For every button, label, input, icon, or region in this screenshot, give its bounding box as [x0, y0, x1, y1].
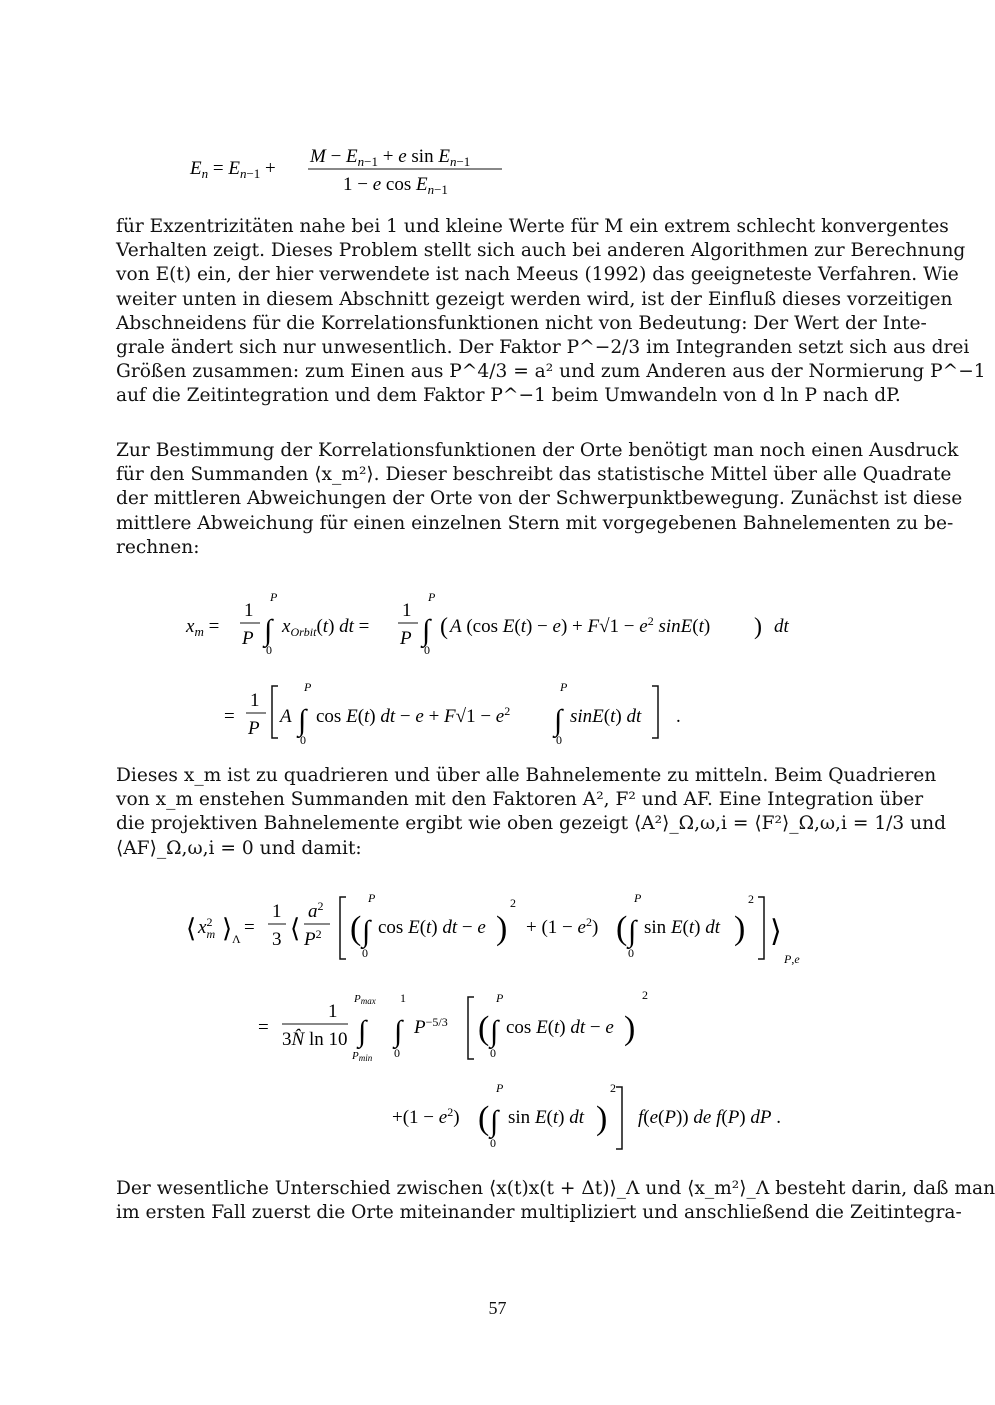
- paragraph-4-line: Der wesentliche Unterschied zwischen ⟨x(t)x(t + Δt)⟩_Λ und ⟨x_m²⟩_Λ besteht darin, daß man: [116, 1178, 995, 1199]
- equation-newton-iteration: [190, 140, 510, 200]
- svg-text:0: 0: [300, 733, 306, 747]
- svg-text:P: P: [428, 590, 436, 604]
- paragraph-2: [116, 439, 963, 560]
- svg-text:P: P: [560, 680, 568, 694]
- svg-text:∫: ∫: [554, 704, 563, 737]
- svg-text:xm =: $x_m$ =: [186, 616, 220, 639]
- paragraph-1-line: für Exzentrizitäten nahe bei 1 und kleine Werte für M ein extrem schlecht konvergentes: [116, 216, 949, 237]
- svg-text:0: 0: [490, 1046, 496, 1060]
- svg-text:2: 2: [748, 892, 754, 906]
- svg-text:dt: dt: [774, 616, 789, 637]
- paragraph-1-line: auf die Zeitintegration und dem Faktor P^−1 beim Umwandeln von d ln P nach dP.: [116, 385, 901, 407]
- svg-text:+ (1 − e2): + $(1 - e^2)$: [526, 915, 599, 938]
- svg-text:∫: ∫: [422, 614, 431, 647]
- equation-x-m-definition: [186, 588, 806, 748]
- svg-text:0: 0: [490, 1136, 496, 1150]
- svg-text:A (cos E(t) − e) + F√1 − e2 si: A (cos $E(t) - e) + F√1 - e^2$ sinE(t): [450, 614, 711, 637]
- svg-text:x2m: $x^2$ m: [198, 915, 216, 941]
- paragraph-3-line: Dieses x_m ist zu quadrieren und über alle Bahnelemente zu mitteln. Beim Quadrieren: [116, 765, 937, 786]
- svg-text:1: 1: [328, 1001, 338, 1022]
- paragraph-2-line: Zur Bestimmung der Korrelationsfunktionen der Orte benötigt man noch einen Ausdruck: [116, 440, 959, 461]
- svg-text:1: 1: [272, 901, 282, 922]
- svg-text:P: P: [248, 718, 260, 739]
- svg-text:∫: ∫: [394, 1015, 403, 1048]
- svg-text:∫: ∫: [490, 1015, 499, 1048]
- svg-text:1: 1: [244, 600, 254, 621]
- svg-text:A: A: [280, 706, 292, 727]
- svg-text:∫: ∫: [362, 915, 371, 948]
- equation-x-m-definition-svg: [186, 588, 806, 748]
- svg-text:∫: ∫: [298, 704, 307, 737]
- svg-text:3: 3: [272, 929, 282, 950]
- svg-text:(: (: [478, 1100, 490, 1137]
- svg-text:⟨: ⟨: [186, 914, 197, 943]
- paragraph-1-line: weiter unten in diesem Abschnitt gezeigt werden wird, ist der Einfluß dieses vorzeitigen: [116, 288, 953, 310]
- svg-text:f(e(P)) de f(P) dP .: f(e(P)) de f(P) dP .: [638, 1107, 781, 1128]
- svg-text:(: (: [478, 1010, 490, 1047]
- svg-text:P: P: [400, 628, 412, 649]
- paragraph-3-line: ⟨AF⟩_Ω,ω,i = 0 und damit:: [116, 837, 362, 859]
- svg-text:P: P: [270, 590, 278, 604]
- paragraph-3-line: die projektiven Bahnelemente ergibt wie oben gezeigt ⟨A²⟩_Ω,ω,i = ⟨F²⟩_Ω,ω,i = 1/3 und: [116, 813, 947, 835]
- svg-text:=: =: [244, 917, 255, 938]
- svg-text:sin E(t) dt: sin E(t) dt: [508, 1107, 585, 1128]
- svg-text:cos E(t) dt − e + F√1 − e2: cos E(t) dt − $e + F√1 - e^2$: [316, 704, 511, 727]
- svg-text:P: P: [304, 680, 312, 694]
- paragraph-3-line: von x_m enstehen Summanden mit den Faktoren A², F² und AF. Eine Integration über: [116, 789, 924, 811]
- paragraph-2-line: rechnen:: [116, 536, 200, 558]
- svg-text:0: 0: [266, 643, 272, 657]
- svg-text:sinE(t) dt: sinE(t) dt: [570, 706, 642, 727]
- svg-text:P: P: [242, 628, 254, 649]
- svg-text:2: 2: [642, 988, 648, 1002]
- svg-text:=: =: [258, 1017, 269, 1038]
- svg-text:(: (: [350, 910, 362, 947]
- paragraph-1-line: Verhalten zeigt. Dieses Problem stellt sich auch bei anderen Algorithmen zur Berechnung: [116, 240, 966, 262]
- svg-text:P: P: [368, 891, 376, 905]
- svg-text:.: .: [676, 706, 681, 727]
- svg-text:0: 0: [556, 733, 562, 747]
- svg-text:En = En−1 +: $E_n = E_n-1$ +: [190, 158, 276, 181]
- svg-text:1: 1: [402, 600, 412, 621]
- paragraph-2-line: für den Summanden ⟨x_m²⟩. Dieser beschreibt das statistische Mittel über alle Quadrate: [116, 464, 952, 486]
- svg-text:): ): [734, 910, 746, 947]
- svg-text:sin E(t) dt: sin E(t) dt: [644, 917, 721, 938]
- paragraph-1-line: Abschneidens für die Korrelationsfunktionen nicht von Bedeutung: Der Wert der Inte-: [116, 312, 927, 334]
- svg-text:+(1 − e2): $+(1 - e^2)$: [392, 1105, 460, 1128]
- svg-text:Pmin: Pmin: [352, 1050, 373, 1063]
- paragraph-1-line: von E(t) ein, der hier verwendete ist nach Meeus (1992) das geeigneteste Verfahren. Wie: [116, 264, 959, 286]
- svg-text:(: (: [616, 910, 628, 947]
- paragraph-2-line: mittlere Abweichung für einen einzelnen Stern mit vorgegebenen Bahnelementen zu be-: [116, 512, 954, 534]
- equation-x-m2-average: [186, 885, 826, 1165]
- paragraph-4: [116, 1177, 995, 1225]
- svg-text:0: 0: [628, 946, 634, 960]
- svg-text:Λ: Λ: [232, 932, 241, 946]
- svg-text:1: 1: [250, 690, 260, 711]
- svg-text:P,e: P,e: [784, 952, 800, 966]
- svg-text:0: 0: [362, 946, 368, 960]
- svg-text:a2: $a^2$: [308, 899, 324, 922]
- svg-text:⟩: ⟩: [222, 914, 233, 943]
- svg-text:P: P: [496, 1081, 504, 1095]
- page-number: 57: [488, 1298, 507, 1318]
- svg-text:M − En−1 + e sin En−1: $M - E_n-1 + e$ $\sin E_n-1$: [310, 146, 471, 169]
- svg-text:2: 2: [510, 896, 516, 910]
- svg-text:): ): [596, 1100, 608, 1137]
- svg-text:∫: ∫: [490, 1105, 499, 1138]
- svg-text:0: 0: [424, 643, 430, 657]
- paragraph-1-line: grale ändert sich nur unwesentlich. Der Faktor P^−2/3 im Integranden setzt sich aus drei: [116, 337, 970, 359]
- svg-text:): ): [624, 1010, 636, 1047]
- svg-text:2: 2: [610, 1081, 616, 1095]
- svg-text:cos E(t) dt − e: cos E(t) dt − e: [378, 917, 486, 938]
- svg-text:⟩: ⟩: [770, 915, 782, 948]
- paragraph-4-line: im ersten Fall zuerst die Orte miteinander multipliziert und anschließend die Zeitintegra-: [116, 1202, 962, 1224]
- svg-text:P2: $P^2$: [304, 927, 322, 950]
- svg-text:Pmax: Pmax: [354, 993, 376, 1006]
- svg-text:∫: ∫: [628, 915, 637, 948]
- svg-text:0: 0: [394, 1046, 400, 1060]
- svg-text:P−5/3: $P^{-5/3}$: [414, 1015, 448, 1038]
- svg-text:3N̂ ln 10: 3N̂ ln 10: [282, 1029, 348, 1050]
- svg-text:(: (: [440, 614, 448, 640]
- paragraph-2-line: der mittleren Abweichungen der Orte von der Schwerpunktbewegung. Zunächst ist diese: [116, 488, 963, 510]
- svg-text:): ): [496, 910, 508, 947]
- equation-x-m2-average-svg: [186, 885, 826, 1165]
- svg-text:1 − e cos En−1: 1 − e $\cos E_n-1$: [343, 174, 448, 197]
- svg-text:cos E(t) dt − e: cos E(t) dt − e: [506, 1017, 614, 1038]
- svg-text:∫: ∫: [358, 1015, 367, 1048]
- svg-text:P: P: [496, 991, 504, 1005]
- svg-text:∫: ∫: [264, 614, 273, 647]
- svg-text:P: P: [634, 891, 642, 905]
- equation-newton-iteration-svg: [190, 140, 510, 200]
- svg-text:xOrbit(t) dt =: $x_{Orbit}(t)$ dt =: [282, 616, 370, 639]
- paragraph-3: [116, 764, 947, 861]
- svg-text:): ): [754, 614, 762, 640]
- svg-text:⟨: ⟨: [290, 914, 301, 943]
- svg-text:=: =: [224, 706, 235, 727]
- paragraph-1: [116, 215, 986, 409]
- paragraph-1-line: Größen zusammen: zum Einen aus P^4/3 = a² und zum Anderen aus der Normierung P^−1: [116, 361, 986, 383]
- svg-text:1: 1: [400, 991, 406, 1005]
